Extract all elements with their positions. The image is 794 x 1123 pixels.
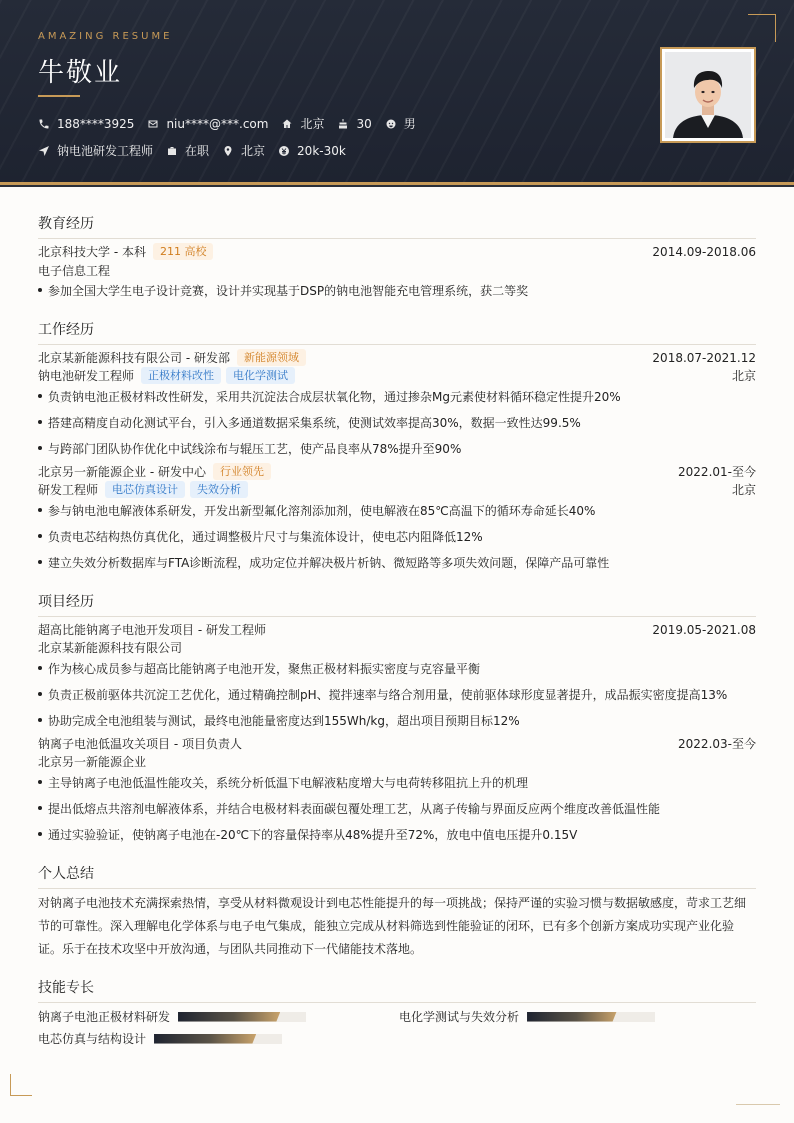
skill-level-fill <box>154 1034 256 1044</box>
target-city-text: 北京 <box>241 144 266 158</box>
job-location: 北京 <box>731 369 756 383</box>
resume-header <box>0 0 794 184</box>
school-tag: 211 高校 <box>153 243 214 260</box>
project-bullet: 作为核心成员参与超高比能钠离子电池开发，聚焦正极材料振实密度与克容量平衡 <box>38 660 756 677</box>
school-name: 北京科技大学 - 本科 <box>38 245 146 259</box>
project-bullet: 通过实验验证，使钠离子电池在-20℃下的容量保持率从48%提升至72%，放电中值电压提升0.15V <box>38 826 756 843</box>
footer-rule <box>736 1104 780 1105</box>
education-date: 2014.09-2018.06 <box>652 244 756 259</box>
job-bullet: 搭建高精度自动化测试平台，引入多通道数据采集系统，使测试效率提高30%，数据一致性达99.5% <box>38 414 756 431</box>
education-major: 电子信息工程 <box>38 264 111 278</box>
project-section-title: 项目经历 <box>38 591 756 617</box>
salary-text: 20k-30k <box>297 143 346 158</box>
job-bullet: 与跨部门团队协作优化中试线涂布与辊压工艺，使产品良率从78%提升至90% <box>38 440 756 457</box>
skill-item <box>399 1008 655 1025</box>
home-icon <box>281 118 293 130</box>
project-name-row <box>38 735 756 752</box>
job-role: 钠电池研发工程师 <box>38 369 135 383</box>
job-location: 北京 <box>731 483 756 497</box>
summary-section-title: 个人总结 <box>38 863 756 889</box>
project-org-row <box>38 639 756 656</box>
skill-level-bar <box>527 1012 655 1022</box>
education-major-row <box>38 262 756 279</box>
project-org: 北京另一新能源企业 <box>38 755 147 769</box>
company-tag: 新能源领域 <box>237 349 306 366</box>
email-text: niu****@***.com <box>166 116 269 131</box>
job-date: 2018.07-2021.12 <box>652 350 756 365</box>
company-tag: 行业领先 <box>213 463 271 480</box>
job-role-row <box>38 367 756 384</box>
avatar <box>665 52 751 138</box>
job-bullet: 参与钠电池电解液体系研发，开发出新型氟化溶剂添加剂，使电解液在85℃高温下的循环寿命延长40% <box>38 502 756 519</box>
project-org: 北京某新能源科技有限公司 <box>38 641 183 655</box>
target-position-item <box>38 142 153 159</box>
contact-row-job <box>38 142 359 159</box>
job-bullet: 建立失效分析数据库与FTA诊断流程，成功定位并解决极片析钠、微短路等多项失效问题，保障产品可靠性 <box>38 554 756 571</box>
corner-decoration <box>748 14 776 42</box>
job-date: 2022.01-至今 <box>678 465 756 479</box>
cake-icon <box>337 118 349 130</box>
gender-item <box>385 115 416 132</box>
skill-level-bar <box>154 1034 282 1044</box>
age-item <box>337 117 371 131</box>
header-dark-rule <box>0 185 794 187</box>
skill-item <box>38 1030 282 1047</box>
target-position-text: 钠电池研发工程师 <box>57 144 154 158</box>
job-company-row <box>38 463 756 480</box>
skill-level-fill <box>178 1012 280 1022</box>
role-tag: 正极材料改性 <box>141 367 221 384</box>
job-role: 研发工程师 <box>38 483 99 497</box>
person-photo-illustration <box>665 52 751 138</box>
contact-row-basic <box>38 115 429 132</box>
project-bullet: 负责正极前驱体共沉淀工艺优化，通过精确控制pH、搅拌速率与络合剂用量，使前驱体球形度显著提升，成品振实密度提高13% <box>38 686 756 703</box>
job-company-row <box>38 349 756 366</box>
skill-name: 电化学测试与失效分析 <box>399 1010 520 1024</box>
project-name-row <box>38 621 756 638</box>
target-city-item <box>222 142 265 159</box>
project-bullet: 协助完成全电池组装与测试，最终电池能量密度达到155Wh/kg，超出项目预期目标12% <box>38 712 756 729</box>
mail-icon <box>147 118 159 130</box>
age-text: 30 <box>356 116 372 131</box>
job-status-item <box>166 142 209 159</box>
candidate-name: 牛敬业 <box>38 58 123 88</box>
skill-name: 钠离子电池正极材料研发 <box>38 1010 171 1024</box>
education-bullet: 参加全国大学生电子设计竞赛，设计并实现基于DSP的钠电池智能充电管理系统，获二等奖 <box>38 282 756 299</box>
project-name: 超高比能钠离子电池开发项目 - 研发工程师 <box>38 623 266 637</box>
phone-item <box>38 117 134 131</box>
job-bullet: 负责钠电池正极材料改性研发，采用共沉淀法合成层状氧化物，通过掺杂Mg元素使材料循环稳定性提升20% <box>38 388 756 405</box>
send-icon <box>38 145 50 157</box>
salary-item <box>278 144 346 158</box>
project-org-row <box>38 753 756 770</box>
role-tag: 电芯仿真设计 <box>105 481 185 498</box>
salary-icon <box>278 145 290 157</box>
skill-name: 电芯仿真与结构设计 <box>38 1032 147 1046</box>
job-role-row <box>38 481 756 498</box>
profile-photo <box>660 47 756 143</box>
skill-level-bar <box>178 1012 306 1022</box>
project-date: 2019.05-2021.08 <box>652 622 756 637</box>
skill-item <box>38 1008 306 1025</box>
job-company: 北京另一新能源企业 - 研发中心 <box>38 465 206 479</box>
education-school-row <box>38 243 756 260</box>
project-bullet: 提出低熔点共溶剂电解液体系，并结合电极材料表面碳包覆处理工艺，从离子传输与界面反应两个维度改善低温性能 <box>38 800 756 817</box>
email-item <box>147 117 268 131</box>
job-bullet: 负责电芯结构热仿真优化，通过调整极片尺寸与集流体设计，使电芯内阻降低12% <box>38 528 756 545</box>
skill-level-fill <box>527 1012 617 1022</box>
hometown-item <box>281 115 324 132</box>
job-status-text: 在职 <box>185 144 210 158</box>
job-company: 北京某新能源科技有限公司 - 研发部 <box>38 351 230 365</box>
location-pin-icon <box>222 145 234 157</box>
gender-icon <box>385 118 397 130</box>
phone-icon <box>38 118 50 130</box>
project-bullet: 主导钠离子电池低温性能攻关，系统分析低温下电解液粘度增大与电荷转移阻抗上升的机理 <box>38 774 756 791</box>
project-name: 钠离子电池低温攻关项目 - 项目负责人 <box>38 737 242 751</box>
work-section-title: 工作经历 <box>38 319 756 345</box>
corner-decoration <box>10 1074 32 1096</box>
name-underline <box>38 95 80 97</box>
role-tag: 失效分析 <box>190 481 248 498</box>
skills-section-title: 技能专长 <box>38 977 756 1003</box>
gender-text: 男 <box>403 117 416 131</box>
header-tagline: AMAZING RESUME <box>38 31 173 42</box>
briefcase-icon <box>166 145 178 157</box>
project-date: 2022.03-至今 <box>678 737 756 751</box>
role-tag: 电化学测试 <box>226 367 295 384</box>
education-section-title: 教育经历 <box>38 213 756 239</box>
summary-text: 对钠离子电池技术充满探索热情，享受从材料微观设计到电芯性能提升的每一项挑战；保持严谨的实验习惯与数据敏感度，苛求工艺细节的可靠性。深入理解电化学体系与电子电气集成，能独立完成从材料筛选到性能验证的闭环，已有多个创新方案成功实现产业化验证。乐于在技术攻坚中开放沟通，与团队共同推动下一代储能技术落地。 <box>38 896 747 956</box>
hometown-text: 北京 <box>300 117 325 131</box>
phone-text: 188****3925 <box>57 116 135 131</box>
